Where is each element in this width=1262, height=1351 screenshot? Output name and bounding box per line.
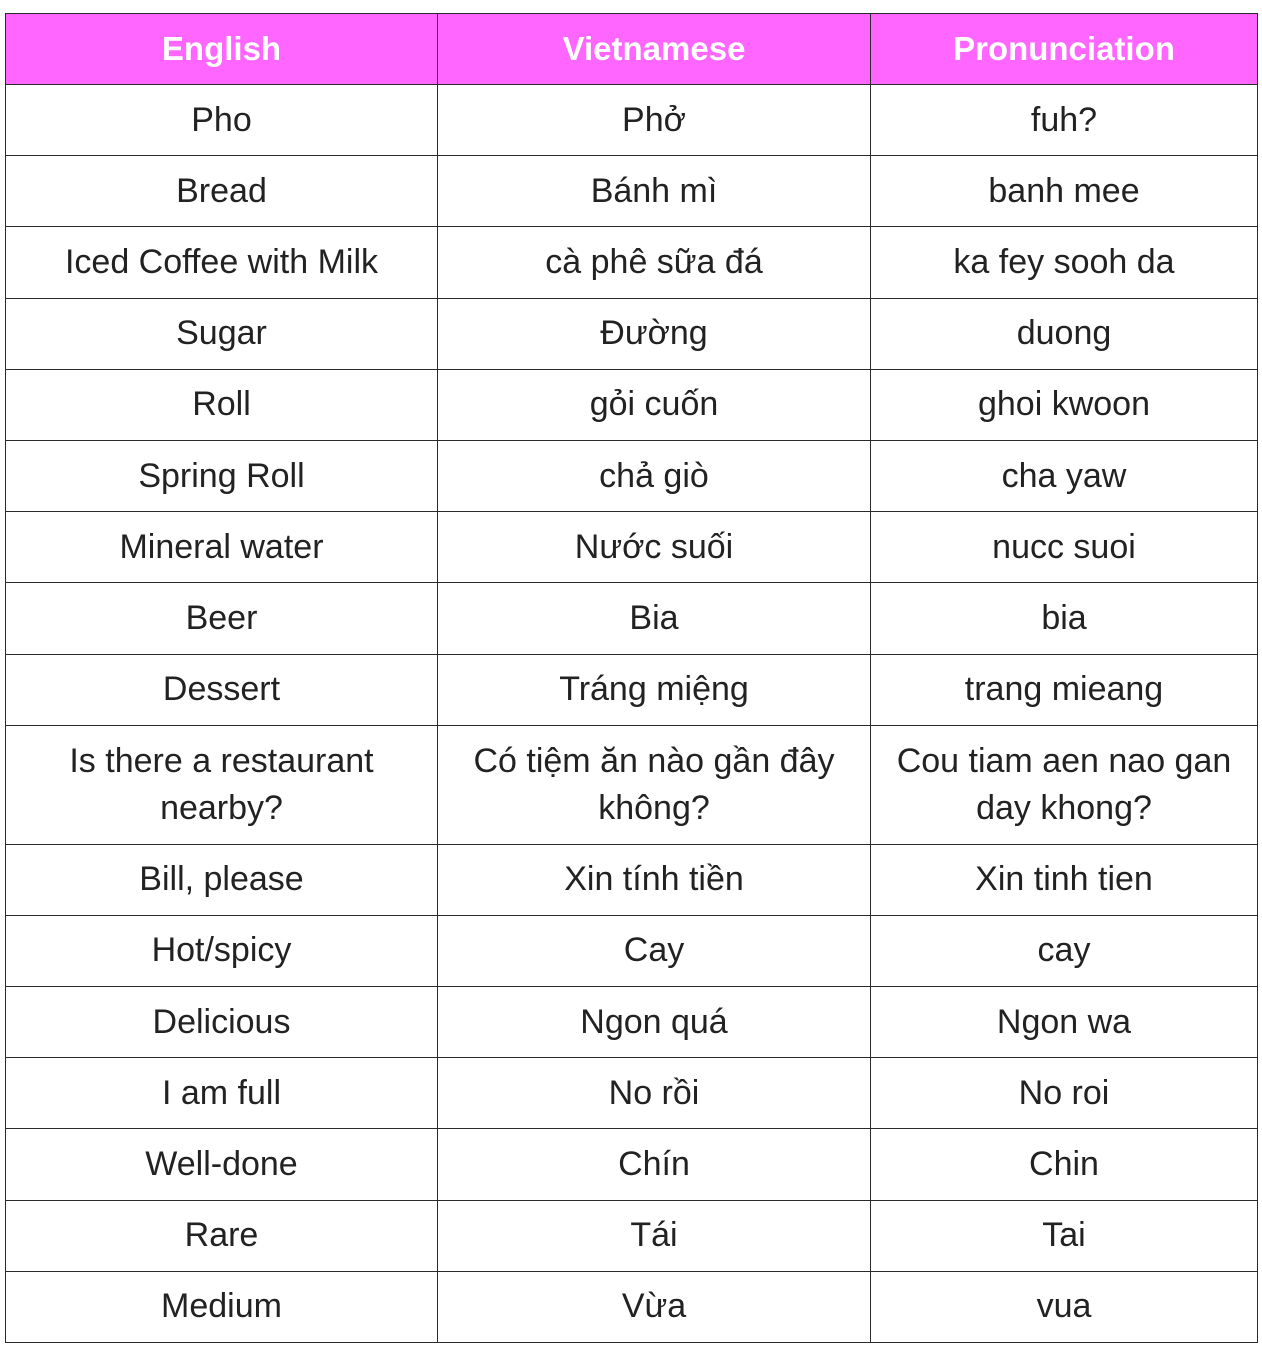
header-english: English	[6, 14, 438, 85]
cell-english: Spring Roll	[6, 440, 438, 511]
cell-english: Dessert	[6, 654, 438, 725]
cell-vietnamese: Bánh mì	[438, 156, 871, 227]
cell-pronunciation: Tai	[871, 1200, 1258, 1271]
cell-pronunciation: fuh?	[871, 85, 1258, 156]
cell-vietnamese: Tráng miệng	[438, 654, 871, 725]
table-row	[6, 654, 1258, 725]
cell-english: Rare	[6, 1200, 438, 1271]
cell-vietnamese: Chín	[438, 1129, 871, 1200]
cell-vietnamese: Vừa	[438, 1271, 871, 1342]
cell-pronunciation: ka fey sooh da	[871, 227, 1258, 298]
table-row	[6, 440, 1258, 511]
table-row	[6, 298, 1258, 369]
cell-pronunciation: nucc suoi	[871, 512, 1258, 583]
cell-english: Sugar	[6, 298, 438, 369]
table-row	[6, 915, 1258, 986]
cell-english: Iced Coffee with Milk	[6, 227, 438, 298]
table-row	[6, 156, 1258, 227]
cell-english: Is there a restaurant nearby?	[6, 725, 438, 844]
table-row	[6, 725, 1258, 844]
cell-vietnamese: Bia	[438, 583, 871, 654]
table-row	[6, 1200, 1258, 1271]
cell-pronunciation: bia	[871, 583, 1258, 654]
table-row	[6, 844, 1258, 915]
cell-vietnamese: Nước suối	[438, 512, 871, 583]
cell-vietnamese: Ngon quá	[438, 987, 871, 1058]
cell-pronunciation: vua	[871, 1271, 1258, 1342]
table-row	[6, 1271, 1258, 1342]
cell-pronunciation: trang mieang	[871, 654, 1258, 725]
cell-vietnamese: Tái	[438, 1200, 871, 1271]
cell-vietnamese: Phở	[438, 85, 871, 156]
cell-vietnamese: chả giò	[438, 440, 871, 511]
cell-english: Hot/spicy	[6, 915, 438, 986]
cell-pronunciation: No roi	[871, 1058, 1258, 1129]
table-row	[6, 227, 1258, 298]
table-row	[6, 987, 1258, 1058]
cell-english: Roll	[6, 369, 438, 440]
cell-english: Medium	[6, 1271, 438, 1342]
cell-vietnamese: gỏi cuốn	[438, 369, 871, 440]
cell-english: Pho	[6, 85, 438, 156]
cell-english: Bread	[6, 156, 438, 227]
cell-vietnamese: Đường	[438, 298, 871, 369]
cell-english: Bill, please	[6, 844, 438, 915]
table-row	[6, 1129, 1258, 1200]
cell-vietnamese: cà phê sữa đá	[438, 227, 871, 298]
table-row	[6, 512, 1258, 583]
header-row	[6, 14, 1258, 85]
table-header	[6, 14, 1258, 85]
header-vietnamese: Vietnamese	[438, 14, 871, 85]
table-row	[6, 85, 1258, 156]
header-pronunciation: Pronunciation	[871, 14, 1258, 85]
cell-vietnamese: No rồi	[438, 1058, 871, 1129]
cell-pronunciation: cay	[871, 915, 1258, 986]
cell-english: Delicious	[6, 987, 438, 1058]
food-phrase-table	[5, 13, 1258, 1343]
cell-english: Beer	[6, 583, 438, 654]
cell-vietnamese: Có tiệm ăn nào gần đây không?	[438, 725, 871, 844]
cell-pronunciation: Cou tiam aen nao gan day khong?	[871, 725, 1258, 844]
table-row	[6, 583, 1258, 654]
cell-english: Mineral water	[6, 512, 438, 583]
cell-pronunciation: cha yaw	[871, 440, 1258, 511]
cell-pronunciation: banh mee	[871, 156, 1258, 227]
cell-pronunciation: Ngon wa	[871, 987, 1258, 1058]
cell-pronunciation: ghoi kwoon	[871, 369, 1258, 440]
cell-pronunciation: duong	[871, 298, 1258, 369]
table-row	[6, 369, 1258, 440]
cell-pronunciation: Xin tinh tien	[871, 844, 1258, 915]
cell-vietnamese: Cay	[438, 915, 871, 986]
cell-english: Well-done	[6, 1129, 438, 1200]
cell-english: I am full	[6, 1058, 438, 1129]
cell-pronunciation: Chin	[871, 1129, 1258, 1200]
table-row	[6, 1058, 1258, 1129]
table-body	[6, 85, 1258, 1343]
cell-vietnamese: Xin tính tiền	[438, 844, 871, 915]
